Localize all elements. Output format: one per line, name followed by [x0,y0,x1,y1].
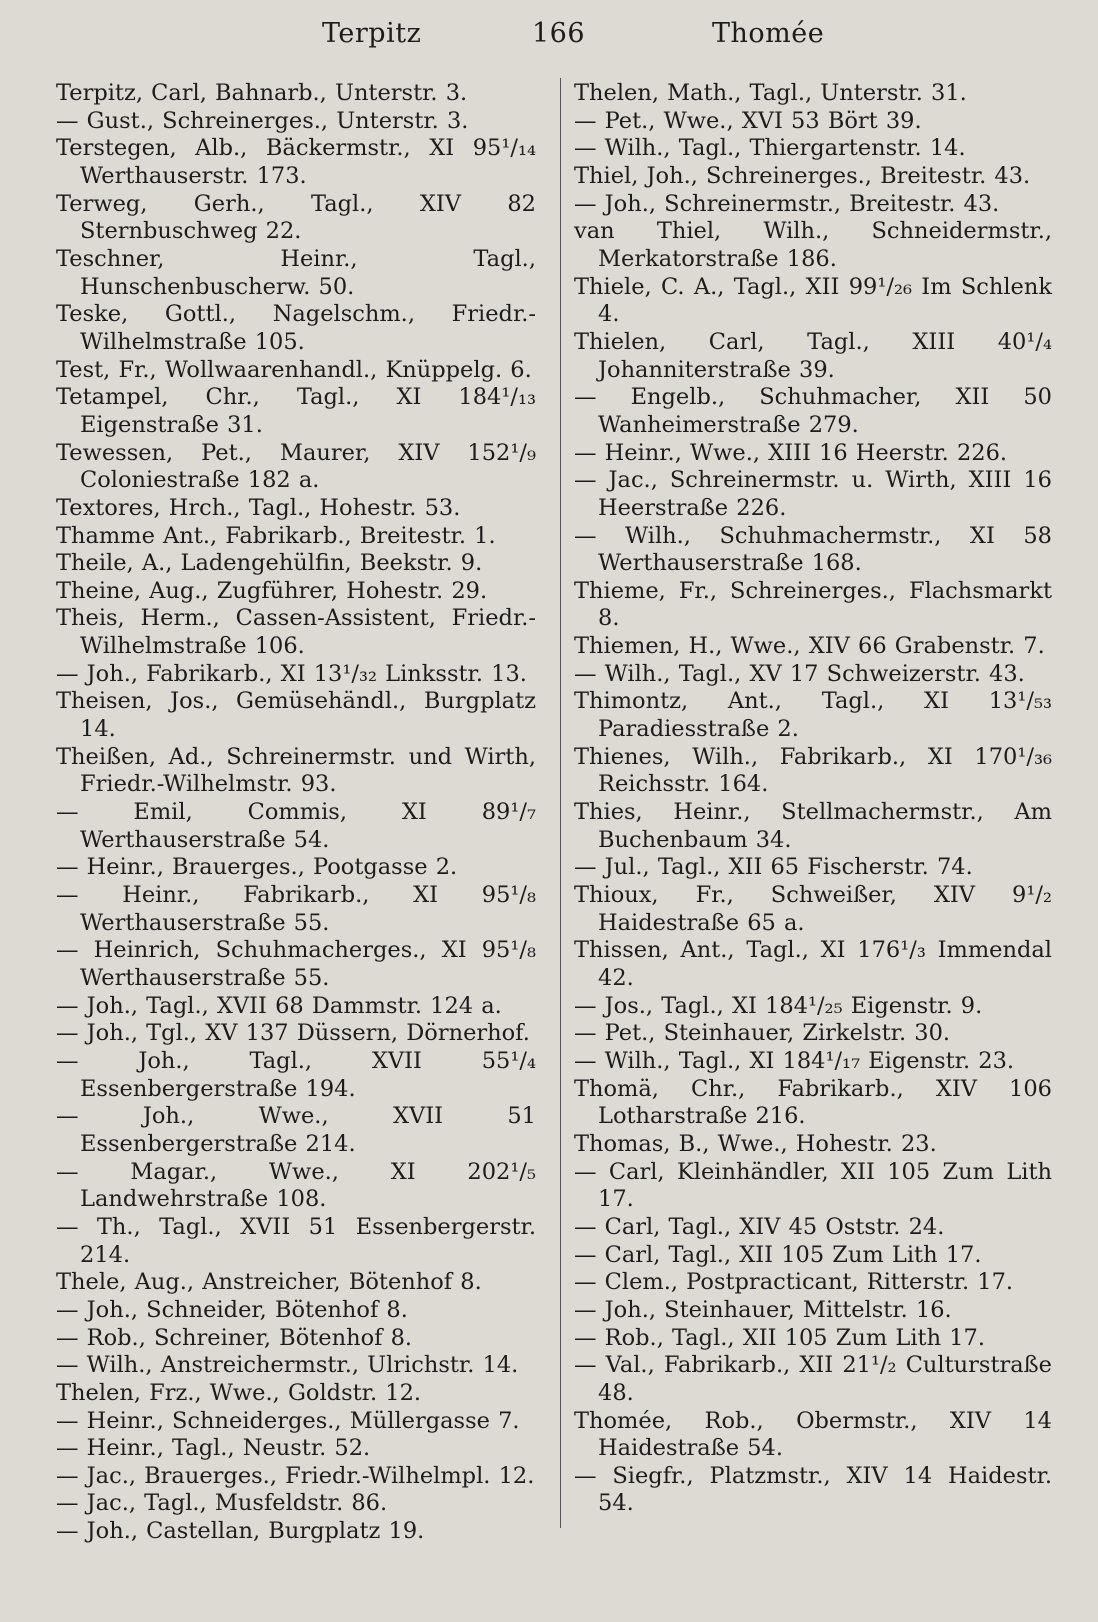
directory-entry: — Val., Fabrikarb., XII 21¹/₂ Culturstraße 48. [574,1352,1052,1406]
directory-entry: Thimontz, Ant., Tagl., XI 13¹/₅₃ Paradiesstraße 2. [574,688,1052,743]
directory-entry: — Jac., Schreinermstr. u. Wirth, XIII 16 Heerstraße 226. [574,467,1052,521]
directory-entry: Thienes, Wilh., Fabrikarb., XI 170¹/₃₆ Reichsstr. 164. [574,743,1052,798]
directory-entry: — Pet., Wwe., XVI 53 Bört 39. [574,107,922,134]
directory-entry: — Carl, Tagl., XIV 45 Oststr. 24. [574,1213,945,1240]
directory-entry: — Jac., Brauerges., Friedr.-Wilhelmpl. 12. [56,1462,535,1489]
directory-entry: Tetampel, Chr., Tagl., XI 184¹/₁₃ Eigenstraße 31. [56,384,536,438]
header-right-catchword: Thomée [712,18,825,49]
directory-entry: Terweg, Gerh., Tagl., XIV 82 Sternbuschweg 22. [56,190,536,245]
directory-entry: Terstegen, Alb., Bäckermstr., XI 95¹/₁₄ Werthauserstr. 173. [56,135,536,189]
directory-entry: — Joh., Steinhauer, Mittelstr. 16. [574,1296,952,1323]
directory-entry: Thiemen, H., Wwe., XIV 66 Grabenstr. 7. [574,633,1045,660]
directory-entry: — Magar., Wwe., XI 202¹/₅ Landwehrstraße 108. [56,1158,536,1213]
directory-entry: — Rob., Tagl., XII 105 Zum Lith 17. [574,1324,985,1351]
directory-entry: Theißen, Ad., Schreinermstr. und Wirth, Friedr.-Wilhelmstr. 93. [56,743,536,798]
directory-entry: — Joh., Tagl., XVII 68 Dammstr. 124 a. [56,992,502,1019]
directory-entry: Thiel, Joh., Schreinerges., Breitestr. 43. [574,162,1031,189]
directory-entry: van Thiel, Wilh., Schneidermstr., Merkatorstraße 186. [574,218,1052,272]
directory-entry: — Heinr., Brauerges., Pootgasse 2. [56,854,458,881]
directory-entry: Teske, Gottl., Nagelschm., Friedr.-Wilhelmstraße 105. [56,301,536,355]
right-column [574,80,1052,1518]
directory-entry: Theine, Aug., Zugführer, Hohestr. 29. [56,577,488,604]
left-column [56,80,536,1546]
directory-entry: — Engelb., Schuhmacher, XII 50 Wanheimerstraße 279. [574,384,1052,438]
directory-entry: — Joh., Wwe., XVII 51 Essenbergerstraße 214. [56,1103,536,1157]
directory-entry: — Joh., Schreinermstr., Breitestr. 43. [574,190,1000,217]
directory-entry: — Wilh., Anstreichermstr., Ulrichstr. 14. [56,1352,519,1379]
directory-entry: Teschner, Heinr., Tagl., Hunschenbuscherw. 50. [56,245,536,300]
directory-entry: Thelen, Math., Tagl., Unterstr. 31. [574,80,967,106]
directory-entry: — Jac., Tagl., Musfeldstr. 86. [56,1490,388,1517]
directory-entry: — Clem., Postpracticant, Ritterstr. 17. [574,1269,1014,1296]
column-divider [560,78,561,1528]
directory-entry: — Joh., Castellan, Burgplatz 19. [56,1518,425,1545]
directory-entry: — Rob., Schreiner, Bötenhof 8. [56,1324,413,1351]
directory-entry: — Heinrich, Schuhmacherges., XI 95¹/₈ Werthauserstraße 55. [56,937,536,991]
page-header [0,18,1098,62]
directory-entry: — Wilh., Tagl., XI 184¹/₁₇ Eigenstr. 23. [574,1047,1015,1074]
directory-entry: Theis, Herm., Cassen-Assistent, Friedr.-Wilhelmstraße 106. [56,605,536,660]
directory-entry: — Joh., Tgl., XV 137 Düssern, Dörnerhof. [56,1020,530,1047]
directory-entry: — Gust., Schreinerges., Unterstr. 3. [56,107,469,134]
directory-entry: Terpitz, Carl, Bahnarb., Unterstr. 3. [56,80,468,106]
directory-entry: Thiele, C. A., Tagl., XII 99¹/₂₆ Im Schlenk 4. [574,273,1052,328]
directory-entry: Test, Fr., Wollwaarenhandl., Knüppelg. 6. [56,356,532,383]
directory-entry: — Heinr., Fabrikarb., XI 95¹/₈ Werthauserstraße 55. [56,882,536,936]
directory-entry: — Pet., Steinhauer, Zirkelstr. 30. [574,1020,951,1047]
directory-entry: Theile, A., Ladengehülfin, Beekstr. 9. [56,550,483,577]
directory-entry: — Jul., Tagl., XII 65 Fischerstr. 74. [574,854,973,881]
directory-entry: — Jos., Tagl., XI 184¹/₂₅ Eigenstr. 9. [574,992,983,1019]
directory-entry: — Th., Tagl., XVII 51 Essenbergerstr. 214. [56,1213,536,1268]
directory-entry: — Joh., Tagl., XVII 55¹/₄ Essenbergerstraße 194. [56,1047,536,1102]
directory-entry: — Emil, Commis, XI 89¹/₇ Werthauserstraße 54. [56,799,536,853]
directory-entry: Thielen, Carl, Tagl., XIII 40¹/₄ Johanniterstraße 39. [574,328,1052,383]
directory-entry: Thamme Ant., Fabrikarb., Breitestr. 1. [56,522,496,549]
directory-entry: — Wilh., Tagl., Thiergartenstr. 14. [574,135,966,162]
directory-entry: Thomä, Chr., Fabrikarb., XIV 106 Lotharstraße 216. [574,1075,1052,1130]
header-left-catchword: Terpitz [322,18,422,49]
directory-entry: — Joh., Fabrikarb., XI 13¹/₃₂ Linksstr. 13. [56,660,527,687]
directory-entry: Thissen, Ant., Tagl., XI 176¹/₃ Immendal 42. [574,937,1052,991]
directory-entry: — Carl, Tagl., XII 105 Zum Lith 17. [574,1241,982,1268]
directory-entry: Tewessen, Pet., Maurer, XIV 152¹/₉ Coloniestraße 182 a. [56,439,536,494]
directory-entry: Thele, Aug., Anstreicher, Bötenhof 8. [56,1269,482,1296]
directory-entry: Thioux, Fr., Schweißer, XIV 9¹/₂ Haidestraße 65 a. [574,882,1052,936]
directory-entry: Textores, Hrch., Tagl., Hohestr. 53. [56,494,461,521]
directory-entry: Thomée, Rob., Obermstr., XIV 14 Haidestraße 54. [574,1407,1052,1462]
directory-entry: Thomas, B., Wwe., Hohestr. 23. [574,1130,937,1157]
directory-entry: — Heinr., Wwe., XIII 16 Heerstr. 226. [574,439,1008,466]
directory-entry: Thieme, Fr., Schreinerges., Flachsmarkt 8. [574,577,1052,632]
directory-entry: — Heinr., Schneiderges., Müllergasse 7. [56,1407,520,1434]
directory-entry: Thies, Heinr., Stellmachermstr., Am Buchenbaum 34. [574,799,1052,853]
directory-entry: — Heinr., Tagl., Neustr. 52. [56,1435,371,1462]
directory-entry: — Wilh., Tagl., XV 17 Schweizerstr. 43. [574,660,1025,687]
directory-entry: Thelen, Frz., Wwe., Goldstr. 12. [56,1379,422,1406]
directory-entry: — Wilh., Schuhmachermstr., XI 58 Werthauserstraße 168. [574,522,1052,577]
page-number: 166 [532,18,586,49]
directory-entry: — Siegfr., Platzmstr., XIV 14 Haidestr. 54. [574,1462,1052,1517]
directory-entry: — Joh., Schneider, Bötenhof 8. [56,1296,408,1323]
directory-entry: — Carl, Kleinhändler, XII 105 Zum Lith 17. [574,1158,1052,1213]
directory-entry: Theisen, Jos., Gemüsehändl., Burgplatz 14. [56,688,536,743]
